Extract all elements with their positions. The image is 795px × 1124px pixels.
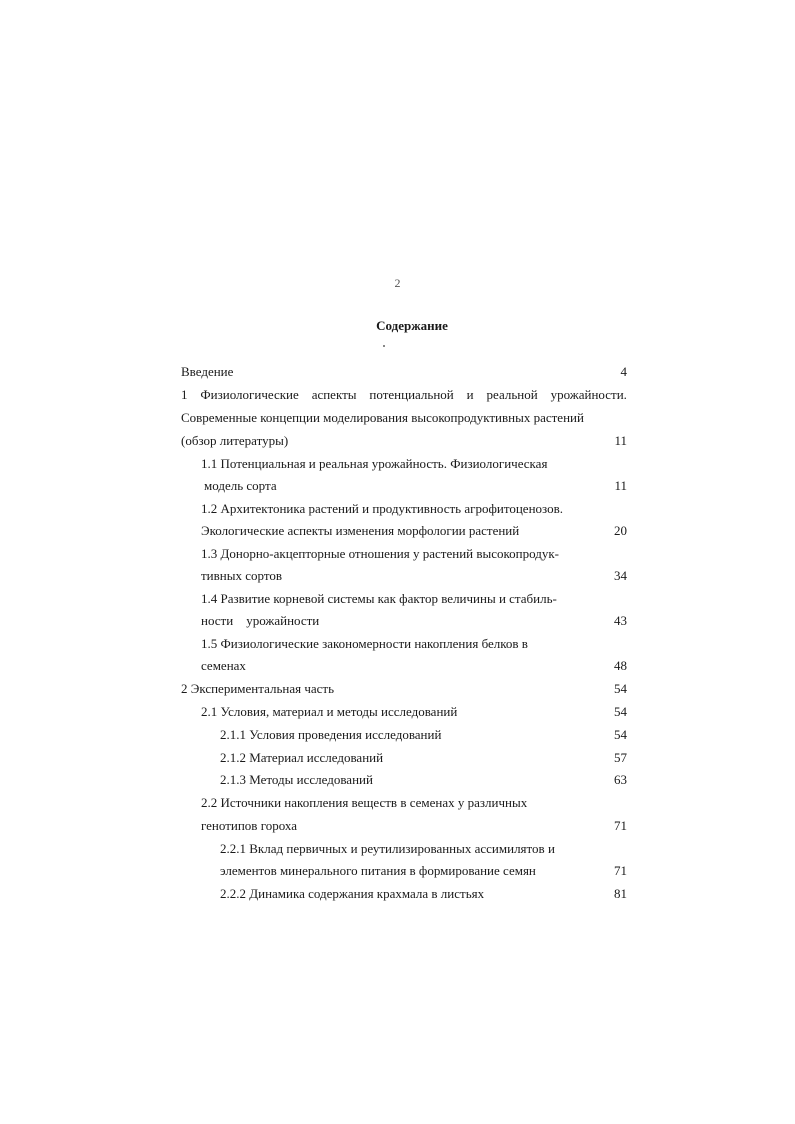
toc-page-intro: 4 [620,364,627,379]
toc-entry-1-2-line1[interactable]: 1.2 Архитектоника растений и продуктивность агрофитоценозов. [201,501,563,516]
toc-entry-1-5-line1[interactable]: 1.5 Физиологические закономерности накопления белков в [201,636,528,651]
toc-entry-1-2-line2[interactable]: Экологические аспекты изменения морфологии растений [201,523,520,538]
toc-page-2-2-2: 81 [614,886,627,901]
ch1-word: 1 [181,387,188,402]
toc-page-2-1-1: 54 [614,727,627,742]
toc-page-2-2-1: 71 [614,863,627,878]
toc-page-2-1-3: 63 [614,772,627,787]
toc-entry-1-4-line1[interactable]: 1.4 Развитие корневой системы как фактор величины и стабиль- [201,591,557,606]
toc-entry-2-1-3[interactable]: 2.1.3 Методы исследований [220,772,373,787]
toc-entry-1-3-line1[interactable]: 1.3 Донорно-акцепторные отношения у растений высокопродук- [201,546,559,561]
toc-page-1-4: 43 [614,613,627,628]
toc-entry-2-2-1-line2[interactable]: элементов минерального питания в формирование семян [220,863,536,878]
toc-page-ch2: 54 [614,681,627,696]
toc-entry-1-1-line1[interactable]: 1.1 Потенциальная и реальная урожайность. Физиологическая [201,456,548,471]
page-number: 2 [394,276,401,290]
ch1-word: урожайности. [550,387,627,402]
toc-page-1-3: 34 [614,568,627,583]
toc-title: Содержание [376,318,448,333]
ch1-word: аспекты [311,387,357,402]
toc-page-2-1: 54 [614,704,627,719]
toc-page-2-1-2: 57 [614,750,627,765]
toc-entry-1-1-line2[interactable]: модель сорта [204,478,277,493]
ch1-word: потенциальной [369,387,454,402]
ch1-word: реальной [486,387,538,402]
toc-entry-ch1-line3[interactable]: (обзор литературы) [181,433,289,448]
toc-page-1-1: 11 [614,478,627,493]
toc-entry-ch2[interactable]: 2 Экспериментальная часть [181,681,335,696]
toc-entry-2-2-2[interactable]: 2.2.2 Динамика содержания крахмала в листьях [220,886,485,901]
toc-page-ch1: 11 [614,433,627,448]
toc-entry-ch1-line2[interactable]: Современные концепции моделирования высокопродуктивных растений [181,410,584,425]
toc-entry-2-1[interactable]: 2.1 Условия, материал и методы исследований [201,704,458,719]
toc-entry-2-2-1-line1[interactable]: 2.2.1 Вклад первичных и реутилизированных ассимилятов и [220,841,555,856]
toc-entry-2-2-line1[interactable]: 2.2 Источники накопления веществ в семенах у различных [201,795,528,810]
toc-page-1-5: 48 [614,658,627,673]
toc-entry-2-2-line2[interactable]: генотипов гороха [201,818,297,833]
ch1-word: и [466,387,474,402]
toc-entry-1-3-line2[interactable]: тивных сортов [201,568,282,583]
toc-entry-1-4-line2[interactable]: ности урожайности [201,613,320,628]
toc-entry-2-1-2[interactable]: 2.1.2 Материал исследований [220,750,384,765]
toc-entry-intro[interactable]: Введение [181,364,234,379]
toc-entry-2-1-1[interactable]: 2.1.1 Условия проведения исследований [220,727,442,742]
toc-entry-1-5-line2[interactable]: семенах [201,658,246,673]
ch1-word: Физиологические [200,387,299,402]
toc-page-1-2: 20 [614,523,627,538]
toc-page-2-2: 71 [614,818,627,833]
toc-entry-ch1-line1[interactable] [181,387,627,403]
